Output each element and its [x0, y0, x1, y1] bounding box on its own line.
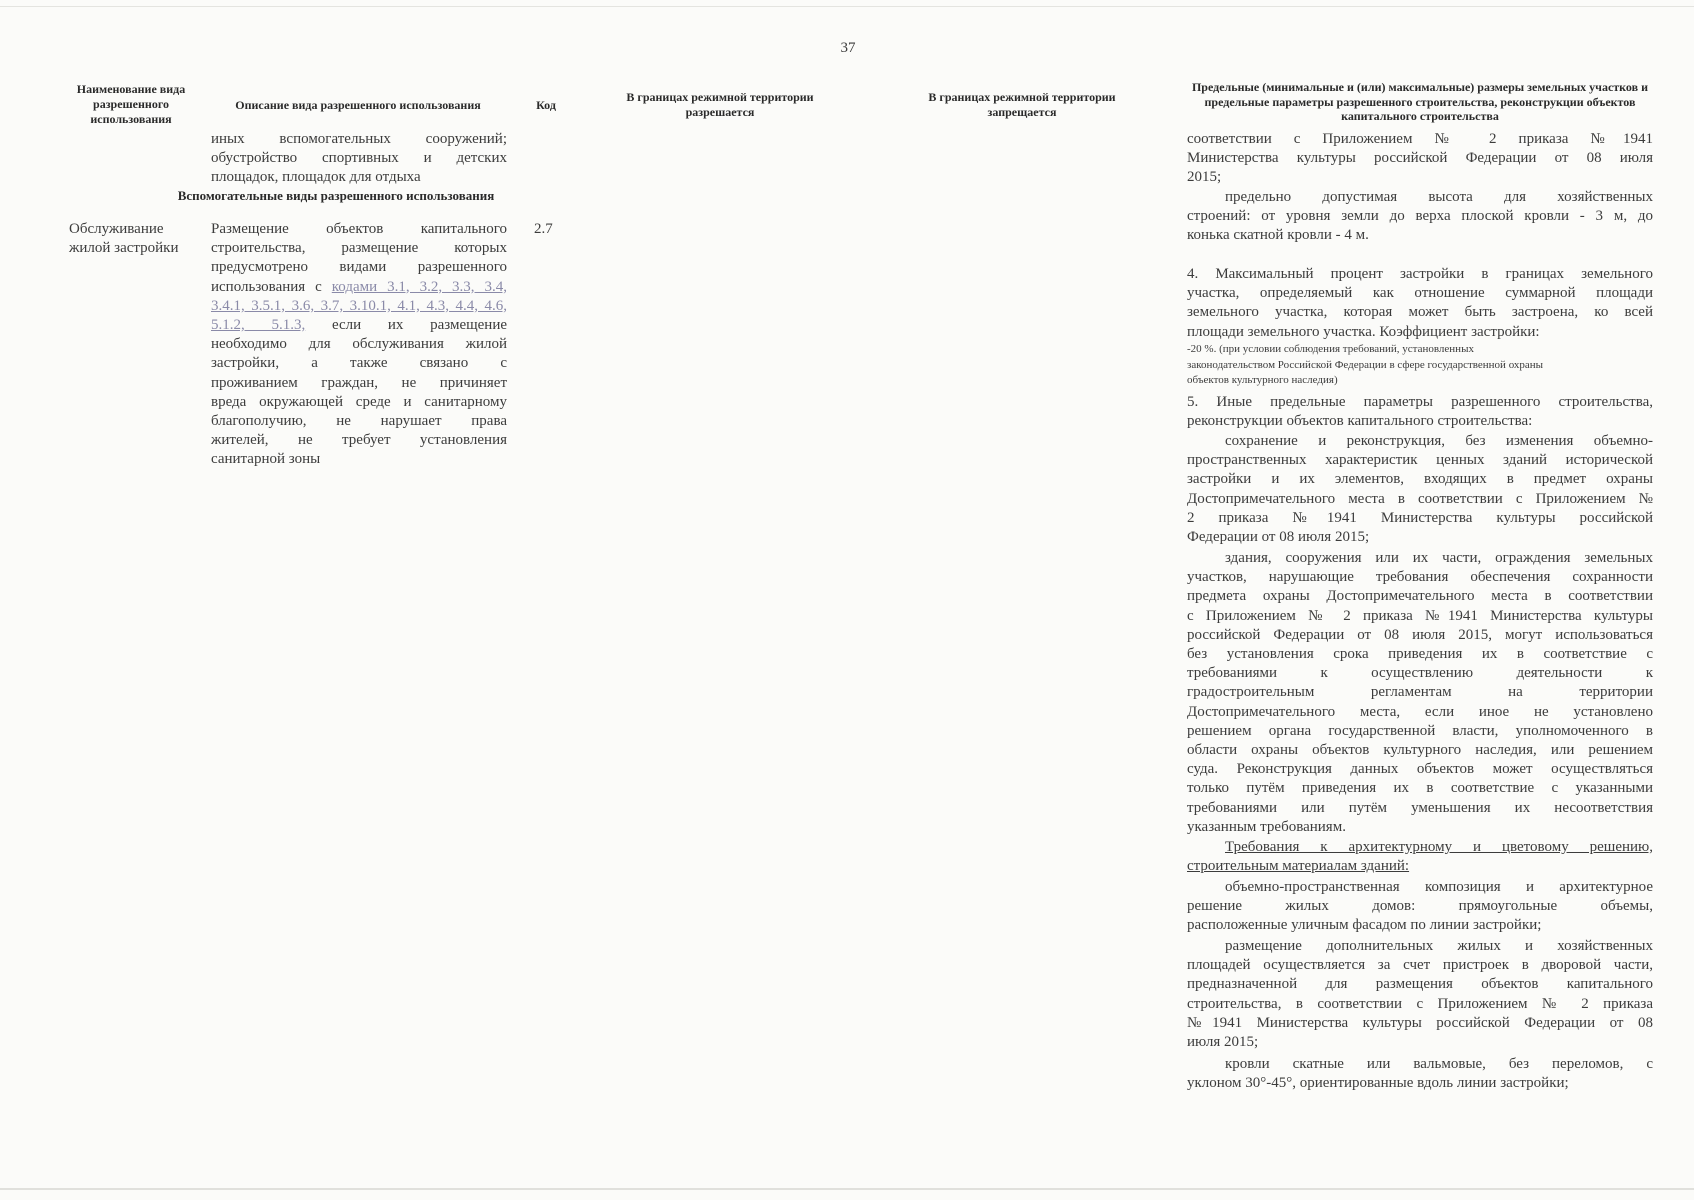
text-line: 2 приказа №1941 Министерства культуры российской	[1187, 509, 1653, 526]
text-line: благополучию, не нарушает права	[211, 413, 507, 430]
text-line: 2015;	[1187, 169, 1222, 186]
text-line: только путём приведения их в соответствие с указанными	[1187, 780, 1653, 797]
text-line: Размещение объектов капитального	[211, 221, 507, 237]
params-p1	[1187, 130, 1653, 188]
text-line	[1187, 857, 1653, 876]
text-line: градостроительным регламентам на территории	[1187, 684, 1653, 701]
text-line: проживанием граждан, не причиняет	[211, 374, 507, 391]
text-line: предусмотрено видами разрешенного	[211, 259, 507, 276]
text-line: площадок, площадок для отдыха	[211, 169, 421, 186]
params-p3-note	[1187, 342, 1653, 389]
text-line: объектов культурного наследия)	[1187, 374, 1338, 386]
text-line: №1941 Министерства культуры российской Федерации от 08	[1187, 1014, 1653, 1031]
codes-link[interactable]: 5.1.2, 5.1.3,	[211, 317, 306, 334]
text-line: строительства, размещение которых	[211, 240, 507, 257]
text-line: жилой застройки	[69, 240, 179, 257]
text-line: строительства, в соответствии с Приложением № 2 приказа	[1187, 995, 1653, 1012]
row-name	[69, 220, 209, 258]
header-forbidden: В границах режимной территории запрещается	[928, 90, 1116, 119]
text-line: Обслуживание	[69, 221, 164, 237]
text-fragment: если их размещение	[331, 317, 508, 334]
text-fragment: строительным материалам зданий:	[1187, 858, 1410, 875]
text-line: земельного участка, которая может быть застроена, ко всей	[1187, 304, 1653, 321]
text-line	[211, 278, 507, 297]
text-line: строений: от уровня земли до верха плоской кровли - 3 м, до	[1187, 208, 1653, 225]
text-line: предназначенной для размещения объектов капитального	[1187, 976, 1653, 993]
row-code: 2.7	[534, 221, 553, 237]
header-params: Предельные (минимальные и (или) максимальные) размеры земельных участков и предельные параметры разрешенного строительства, реконструкции объектов капитального строительства	[1191, 80, 1649, 123]
text-line: уклоном 30°-45°, ориентированные вдоль линии застройки;	[1187, 1075, 1569, 1092]
params-requirements-heading	[1187, 838, 1653, 876]
text-line: жителей, не требует установления	[211, 432, 507, 449]
text-line: кровли скатные или вальмовые, без переломов, с	[1225, 1056, 1653, 1072]
params-p8	[1187, 878, 1653, 936]
text-line: предельно допустимая высота для хозяйственных	[1225, 189, 1653, 205]
page-number: 37	[840, 40, 856, 56]
text-line: Министерства культуры российской Федерации от 08 июля	[1187, 150, 1653, 167]
text-line: участков, нарушающие требования обеспечения сохранности	[1187, 569, 1653, 586]
header-name: Наименование вида разрешенного использования	[76, 82, 186, 126]
text-line: 5. Иные предельные параметры разрешенного строительства,	[1187, 394, 1653, 410]
params-p9	[1187, 937, 1653, 1052]
text-line: Федерации от 08 июля 2015;	[1187, 529, 1370, 546]
header-allowed: В границах режимной территории разрешается	[626, 90, 814, 119]
text-line: -20 %. (при условии соблюдения требований, установленных	[1187, 343, 1474, 355]
params-p4	[1187, 393, 1653, 431]
text-line: суда. Реконструкция данных объектов может осуществляться	[1187, 761, 1653, 778]
params-p6	[1187, 549, 1653, 837]
text-line: вреда окружающей среде и санитарному	[211, 393, 507, 410]
params-p2	[1187, 188, 1653, 246]
page-edge	[0, 6, 1694, 7]
text-line: застройки, а также связано с	[211, 355, 507, 372]
text-line: пространственных характеристик ценных зданий исторической	[1187, 452, 1653, 469]
continued-description	[211, 130, 507, 188]
params-p5	[1187, 432, 1653, 547]
text-line: указанным требованиям.	[1187, 818, 1346, 835]
text-line: решение жилых домов: прямоугольные объемы,	[1187, 898, 1653, 915]
text-line: конька скатной кровли - 4 м.	[1187, 227, 1369, 244]
text-line: застройки и их элементов, входящих в предмет охраны	[1187, 471, 1653, 488]
text-line: реконструкции объектов капитального строительства:	[1187, 413, 1533, 430]
params-p10	[1187, 1055, 1653, 1093]
text-line: законодательством Российской Федерации в сфере государственной охраны	[1187, 358, 1544, 371]
text-line: Требования к архитектурному и цветовому решению,	[1225, 839, 1653, 855]
header-description: Описание вида разрешенного использования	[235, 98, 481, 112]
text-line: предмета охраны Достопримечательного места в соответствии	[1187, 588, 1653, 605]
header-code: Код	[536, 98, 556, 112]
text-line: иных вспомогательных сооружений;	[211, 131, 507, 147]
text-line: Достопримечательного места в соответствии с Приложением №	[1187, 490, 1653, 507]
text-line: с Приложением № 2 приказа №1941 Министерства культуры	[1187, 607, 1653, 624]
text-line: 4. Максимальный процент застройки в границах земельного	[1187, 266, 1653, 282]
text-line: объемно-пространственная композиция и архитектурное	[1225, 879, 1653, 895]
params-p3	[1187, 265, 1653, 342]
text-line: площади земельного участка. Коэффициент застройки:	[1187, 323, 1540, 340]
text-line: площадей осуществляется за счет пристроек в дворовой части,	[1187, 957, 1653, 974]
text-line: июля 2015;	[1187, 1034, 1259, 1051]
page-edge	[0, 1188, 1694, 1190]
row-description	[211, 220, 507, 470]
text-line: сохранение и реконструкция, без изменения объемно-	[1225, 433, 1653, 449]
text-line: без установления срока приведения их в соответствие с	[1187, 646, 1653, 663]
text-line: области охраны объектов культурного наследия, или решением	[1187, 742, 1653, 759]
text-line: соответствии с Приложением № 2 приказа №1941	[1187, 131, 1653, 147]
text-line: размещение дополнительных жилых и хозяйственных	[1225, 938, 1653, 954]
text-line: Достопримечательного места, если иное не установлено	[1187, 703, 1653, 720]
text-line: необходимо для обслуживания жилой	[211, 336, 507, 353]
codes-link[interactable]: кодами 3.1, 3.2, 3.3, 3.4,	[331, 278, 508, 295]
auxiliary-section-title: Вспомогательные виды разрешенного использования	[177, 188, 495, 203]
text-line: требованиями к осуществлению деятельности к	[1187, 665, 1653, 682]
text-line: требованиями или путём уменьшения их несоответствия	[1187, 799, 1653, 816]
text-line	[211, 316, 507, 335]
codes-link[interactable]: 3.4.1, 3.5.1, 3.6, 3.7, 3.10.1, 4.1, 4.3, 4.4, 4.6,	[211, 297, 507, 314]
text-line: обустройство спортивных и детских	[211, 150, 507, 167]
text-line: решением органа государственной власти, уполномоченного в	[1187, 722, 1653, 739]
text-line: санитарной зоны	[211, 451, 321, 468]
text-line: расположенные уличным фасадом по линии застройки;	[1187, 917, 1542, 934]
text-fragment: использования с	[211, 278, 322, 295]
text-line: участка, определяемый как отношение суммарной площади	[1187, 285, 1653, 302]
text-line: здания, сооружения или их части, ограждения земельных	[1225, 550, 1653, 566]
text-line: российской Федерации от 08 июля 2015, могут использоваться	[1187, 626, 1653, 643]
